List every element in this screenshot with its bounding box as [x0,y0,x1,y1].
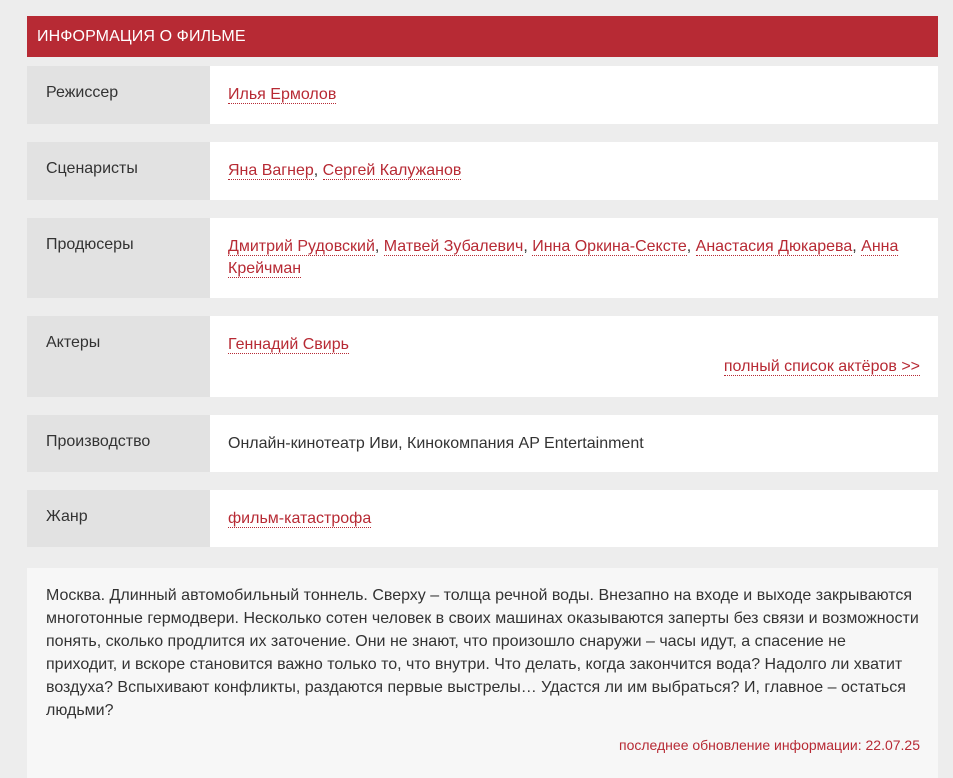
row-label-actors: Актеры [27,316,210,397]
film-info-panel [27,16,938,565]
actor-link[interactable]: Геннадий Свирь [228,336,349,353]
writer-link[interactable]: Яна Вагнер [228,162,314,179]
producer-link[interactable]: Матвей Зубалевич [383,238,524,255]
producer-link[interactable]: Инна Оркина-Сексте [532,238,687,255]
row-value-producers: Дмитрий Рудовский, Матвей Зубалевич, Инна Оркина-Сексте, Анастасия Дюкарева, Анна Крейчман [210,218,938,298]
row-writers [27,142,938,200]
row-actors [27,316,938,397]
row-value-writers: Яна Вагнер, Сергей Калужанов [210,142,938,200]
row-director [27,66,938,124]
row-value-actors [210,316,938,397]
info-rows [27,66,938,547]
row-genre [27,490,938,547]
full-cast-link[interactable]: полный список актёров >> [723,358,920,375]
row-label-genre: Жанр [27,490,210,547]
last-updated: последнее обновление информации: 22.07.25 [619,737,920,753]
row-value-production: Онлайн-кинотеатр Иви, Кинокомпания AP Entertainment [210,415,938,472]
description-block [27,568,938,778]
row-label-producers: Продюсеры [27,218,210,298]
row-value-director [210,66,938,124]
row-production [27,415,938,472]
row-label-director: Режиссер [27,66,210,124]
description-text: Москва. Длинный автомобильный тоннель. Сверху – толща речной воды. Внезапно на входе и выходе закрываются многотонные гермодвери. Несколько сотен человек в своих машинах оказываются заперты без связи и возможности понять, сколько продлится их заточение. Они не знают, что произошло снаружи – часы идут, а спасение не приходит, и вскоре становится важно только то, что внутри. Что делать, когда закончится вода? Надолго ли хватит воздуха? Вспыхивают конфликты, раздаются первые выстрелы… Удастся ли им выбраться? И, главное – остаться людьми? [46,587,919,719]
row-label-writers: Сценаристы [27,142,210,200]
director-link[interactable]: Илья Ермолов [228,86,337,103]
writer-link[interactable]: Сергей Калужанов [322,162,462,179]
row-producers [27,218,938,298]
producer-link[interactable]: Анастасия Дюкарева [695,238,853,255]
section-title: ИНФОРМАЦИЯ О ФИЛЬМЕ [27,16,938,57]
producer-link[interactable]: Анна Крейчман [228,238,899,277]
row-value-genre [210,490,938,547]
genre-link[interactable]: фильм-катастрофа [228,510,372,527]
producer-link[interactable]: Дмитрий Рудовский [228,238,375,255]
row-label-production: Производство [27,415,210,472]
